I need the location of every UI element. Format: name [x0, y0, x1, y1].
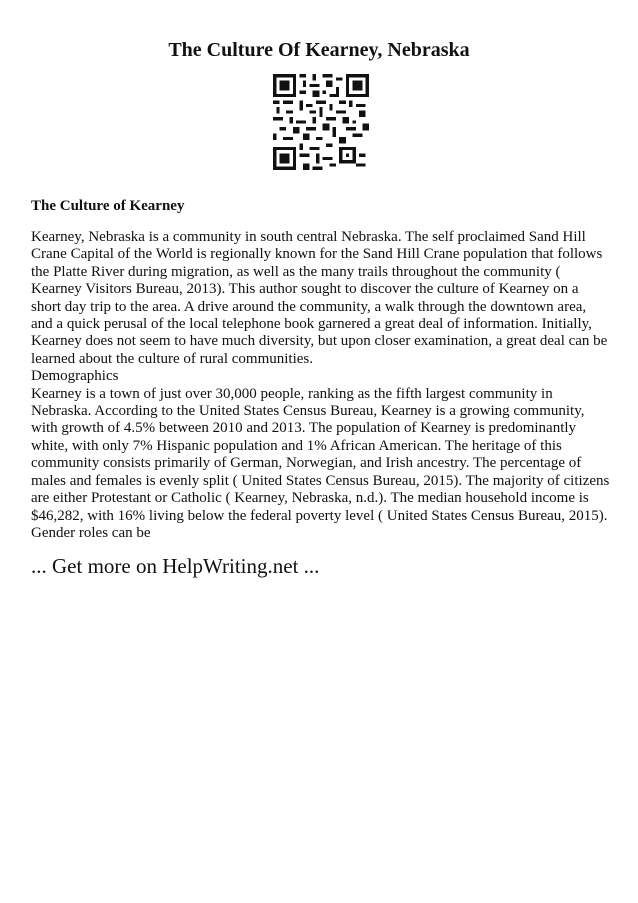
document-title: The Culture Of Kearney, Nebraska [168, 39, 470, 61]
intro-paragraph: Kearney, Nebraska is a community in south central Nebraska. The self proclaimed Sand Hill Crane Capital of the World is regionally known for the Sand Hill Crane population that follows the Platte River during migration, as well as the many trails throughout the community ( Kearney Visitors Bureau, 2013). This author sought to discover the culture of Kearney on a short day trip to the area. A drive around the community, a walk through the downtown area, and a quick perusal of the local telephone book garnered a great deal of information. Initially, Kearney does not seem to have much diversity, but upon closer examination, a great deal can be learned about the culture of rural communities. [31, 229, 608, 367]
article-body [31, 229, 611, 542]
section-subheading: The Culture of Kearney [31, 198, 185, 214]
demographics-paragraph: Kearney is a town of just over 30,000 people, ranking as the fifth largest community in Nebraska. According to the United States Census Bureau, Kearney is a growing community, with growth of 4.5% between 2010 and 2013. The population of Kearney is predominantly white, with only 7% Hispanic population and 1% African American. The heritage of this community consists primarily of German, Norwegian, and Irish ancestry. The percentage of males and females is evenly split ( United States Census Bureau, 2015). The majority of citizens are either Protestant or Catholic ( Kearney, Nebraska, n.d.). The median household income is $46,282, with 16% living below the federal poverty level ( United States Census Bureau, 2015). [31, 385, 610, 524]
get-more-link[interactable]: ... Get more on HelpWriting.net ... [31, 554, 320, 578]
gender-roles-paragraph: Gender roles can be [31, 524, 151, 541]
demographics-heading: Demographics [31, 368, 119, 385]
qr-code-icon [273, 74, 369, 170]
